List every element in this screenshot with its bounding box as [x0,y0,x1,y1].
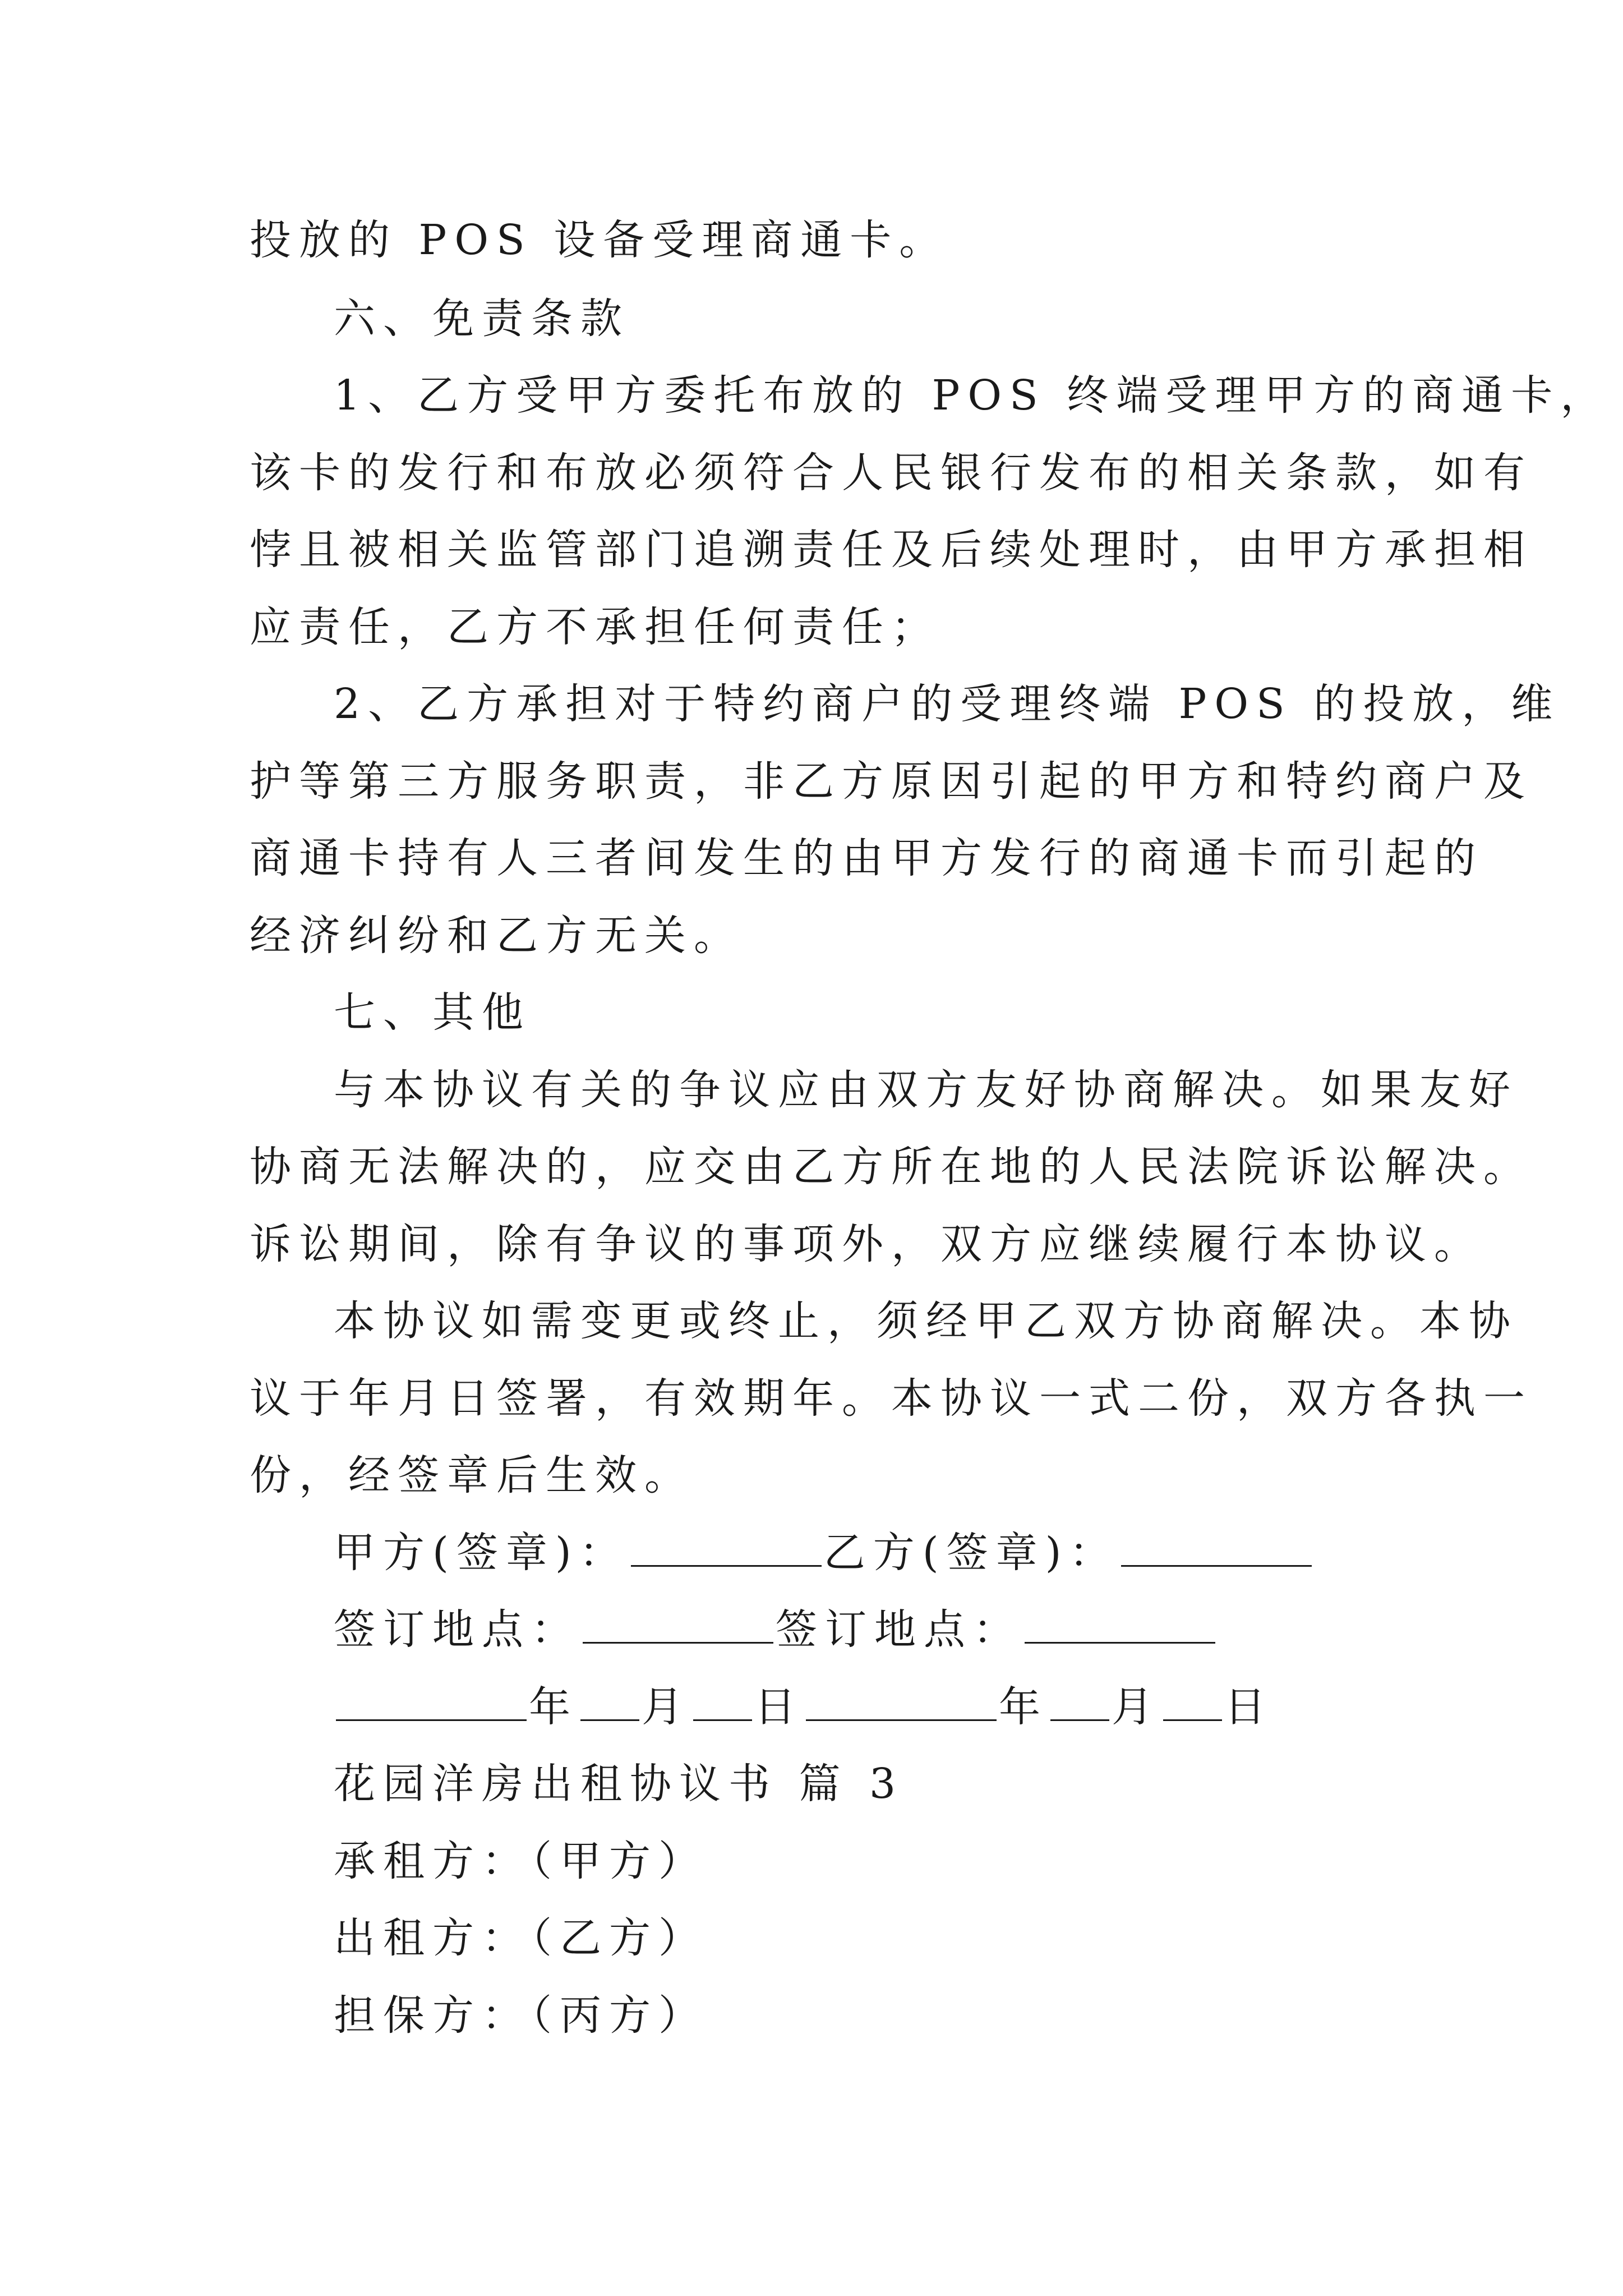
paragraph-line: 2、乙方承担对于特约商户的受理终端 POS 的投放，维 [334,680,1561,728]
paragraph-line: 与本协议有关的争议应由双方友好协商解决。如果友好 [334,1066,1518,1114]
paragraph-line: 协商无法解决的，应交由乙方所在地的人民法院诉讼解决。 [250,1143,1533,1191]
paragraph-line: 护等第三方服务职责，非乙方原因引起的甲方和特约商户及 [250,757,1533,806]
date-row [334,1679,1274,1735]
day-label: 日 [754,1683,804,1731]
date-a-month-blank[interactable] [580,1685,639,1721]
signature-row [334,1525,1314,1581]
date-b-year-blank[interactable] [806,1685,997,1721]
section-heading: 六、免责条款 [334,295,630,343]
paragraph-line: 本协议如需变更或终止，须经甲乙双方协商解决。本协 [334,1297,1518,1345]
place-a-label: 签订地点： [334,1605,580,1654]
place-b-label: 签订地点： [776,1605,1022,1654]
paragraph-line: 议于年月日签署，有效期年。本协议一式二份，双方各执一 [250,1374,1533,1423]
year-label: 年 [999,1683,1048,1731]
paragraph-line: 该卡的发行和布放必须符合人民银行发布的相关条款，如有 [250,449,1533,497]
date-a-day-blank[interactable] [693,1685,752,1721]
paragraph-line: 悖且被相关监管部门追溯责任及后续处理时，由甲方承担相 [250,526,1533,574]
place-a-blank[interactable] [583,1607,773,1644]
paragraph-line: 经济纠纷和乙方无关。 [250,912,743,960]
party-line: 出租方：（乙方） [334,1914,708,1962]
paragraph-line: 应责任，乙方不承担任何责任； [250,603,940,651]
date-b-month-blank[interactable] [1050,1685,1109,1721]
place-b-blank[interactable] [1025,1607,1215,1644]
month-label: 月 [642,1683,691,1731]
party-a-sign-blank[interactable] [631,1530,822,1567]
party-line: 承租方：（甲方） [334,1837,708,1885]
paragraph-line: 份，经签章后生效。 [250,1451,694,1499]
party-b-sign-label: 乙方(签章)： [823,1529,1119,1577]
party-b-sign-blank[interactable] [1121,1530,1312,1567]
paragraph-line: 商通卡持有人三者间发生的由甲方发行的商通卡而引起的 [250,834,1483,882]
section-title: 花园洋房出租协议书 篇 3 [334,1760,904,1808]
party-a-sign-label: 甲方(签章)： [334,1529,629,1577]
paragraph-line: 1、乙方受甲方委托布放的 POS 终端受理甲方的商通卡， [334,371,1610,420]
day-label: 日 [1224,1683,1274,1731]
year-label: 年 [529,1683,578,1731]
party-line: 担保方：（丙方） [334,1991,708,2040]
date-a-year-blank[interactable] [336,1685,527,1721]
date-b-day-blank[interactable] [1163,1685,1222,1721]
month-label: 月 [1112,1683,1161,1731]
place-row [334,1602,1218,1658]
section-heading: 七、其他 [334,988,531,1037]
paragraph-line: 投放的 POS 设备受理商通卡。 [250,216,949,264]
paragraph-line: 诉讼期间，除有争议的事项外，双方应继续履行本协议。 [250,1220,1483,1268]
